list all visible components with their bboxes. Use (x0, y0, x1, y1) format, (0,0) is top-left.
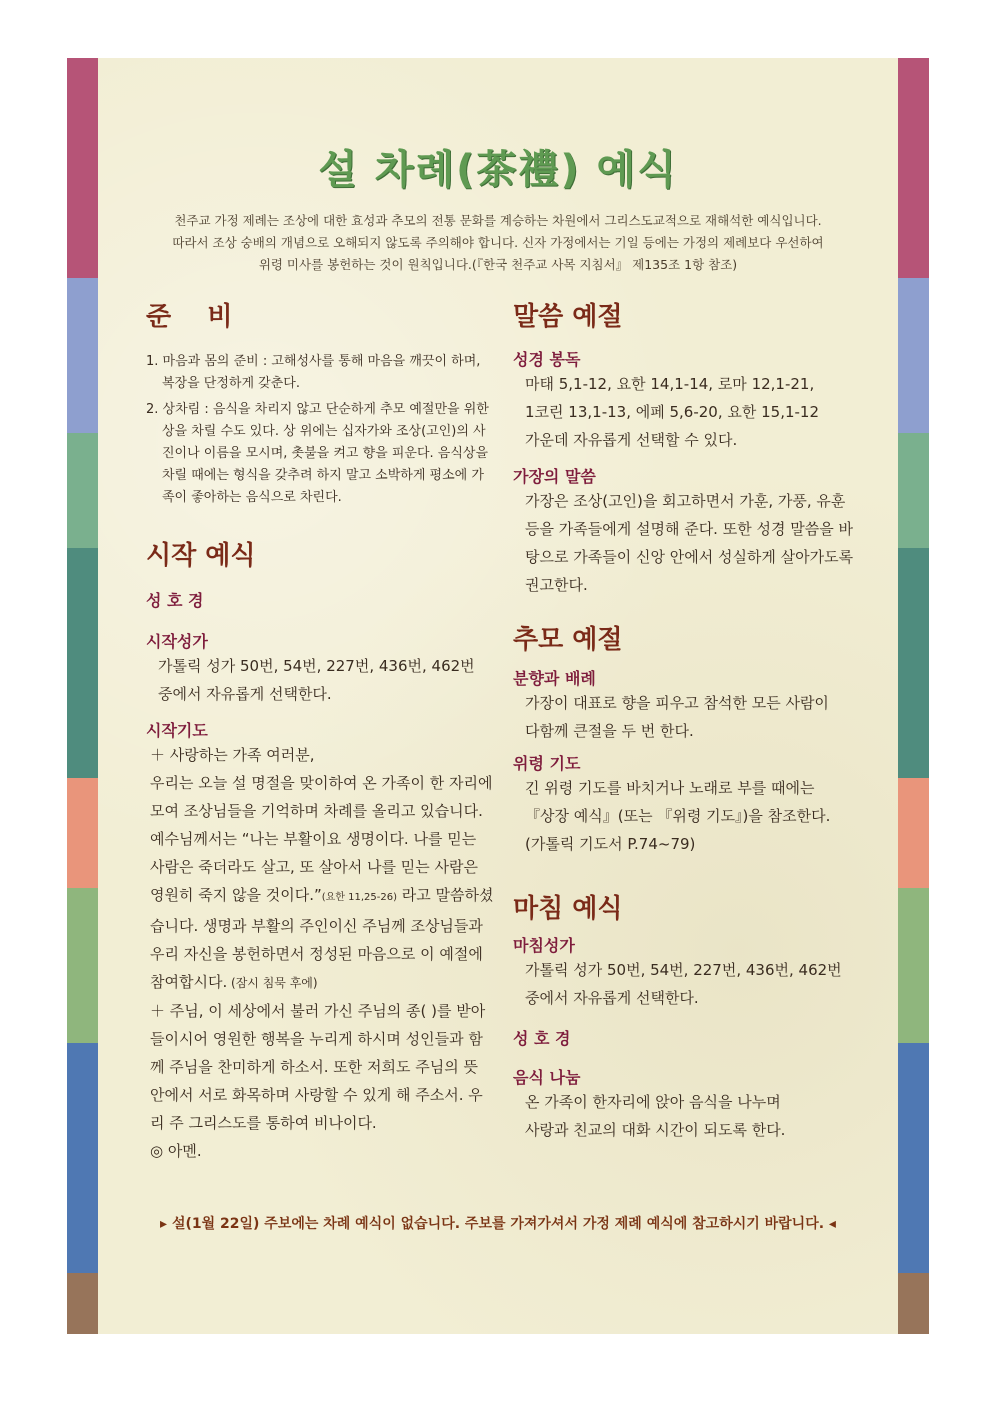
bottom-notice: ▸ 설(1월 22일) 주보에는 차례 예식이 없습니다. 주보를 가져가셔서 가정 제례 예식에 참고하시기 바랍니다. ◂ (160, 1216, 836, 1232)
paper-background (98, 58, 898, 1334)
food-sharing-text: 온 가족이 한자리에 앉아 음식을 나누며 사랑과 친교의 대화 시간이 되도록 한다. (525, 1093, 786, 1139)
reading-text: 마태 5,1-12, 요한 14,1-14, 로마 12,1-21, 1코린 13,1-13, 에페 5,6-20, 요한 15,1-12 가운데 자유롭게 선택할 수 있다. (525, 375, 820, 449)
head-message-text: 가장은 조상(고인)을 회고하면서 가훈, 가풍, 유훈 등을 가족들에게 설명해 준다. 또한 성경 말씀을 바탕으로 가족들이 신앙 안에서 성실하게 살아가도록 권고한다. (525, 492, 854, 594)
prep-list (146, 351, 494, 509)
food-sharing-title: 음식 나눔 (513, 1068, 581, 1087)
section-heading-closing: 마침 예식 (513, 894, 623, 924)
incense-text: 가장이 대표로 향을 피우고 참석한 모든 사람이 다함께 큰절을 두 번 한다. (525, 694, 829, 740)
intro-text: 천주교 가정 제례는 조상에 대한 효성과 추모의 전통 문화를 계승하는 차원에서 그리스도교적으로 재해석한 예식입니다. 따라서 조상 숭배의 개념으로 오해되지 않도록 주의해야 합니다. 신자 가정에서는 기일 등에는 가정의 제례보다 우선하여 위령 미사를 봉헌하는 것이 원칙입니다.(『한국 천주교 사목 지침서』 제135조 1항 참조) (172, 213, 824, 272)
left-column (146, 296, 494, 1165)
opening-hymn-title: 시작성가 (146, 632, 208, 651)
sign-of-cross-label: 성 호 경 (146, 591, 204, 610)
bulletin-page (67, 58, 929, 1334)
incense-title: 분향과 배례 (513, 669, 596, 688)
section-heading-word: 말씀 예절 (513, 302, 623, 332)
amen-response: ◎ 아멘. (150, 1142, 202, 1160)
memorial-prayer-title: 위령 기도 (513, 754, 581, 773)
section-heading-opening: 시작 예식 (146, 541, 256, 571)
right-color-band (898, 58, 929, 1334)
page-title: 설 차례(茶禮) 예식 (318, 147, 678, 193)
closing-hymn-title: 마침성가 (513, 936, 575, 955)
list-item: 1. 마음과 몸의 준비 : 고해성사를 통해 마음을 깨끗이 하며, 복장을 단정하게 갖춘다. (146, 354, 481, 391)
closing-hymn-text: 가톨릭 성가 50번, 54번, 227번, 436번, 462번 중에서 자유롭게 선택한다. (525, 961, 842, 1007)
opening-prayer-text: ＋ 사랑하는 가족 여러분, 우리는 오늘 설 명절을 맞이하여 온 가족이 한 자리에 모여 조상님들을 기억하며 차례를 올리고 있습니다. 예수님께서는 “나는 부활이요 생명이다. 나를 믿는 사람은 죽더라도 살고, 또 살아서 나를 믿는 사람은 영원히 죽지 않을 것이다.”(요한 11,25-26) 라고 말씀하셨습니다. 생명과 부활의 주인이신 주님께 조상님들과 우리 자신을 봉헌하면서 정성된 마음으로 이 예절에 참여합시다. (잠시 침묵 후에) ＋ 주님, 이 세상에서 불러 가신 주님의 종( )를 받아들이시어 영원한 행복을 누리게 하시며 성인들과 함께 주님을 찬미하게 하소서. 또한 저희도 주님의 뜻 안에서 서로 화목하며 사랑할 수 있게 해 주소서. 우리 주 그리스도를 통하여 비나이다. ◎ 아멘. (146, 741, 494, 1165)
closing-sign-label: 성 호 경 (513, 1029, 571, 1048)
left-color-band (67, 58, 98, 1334)
right-column (513, 296, 858, 1144)
section-heading-prep: 준 비 (146, 302, 233, 332)
opening-hymn-text: 가톨릭 성가 50번, 54번, 227번, 436번, 462번 중에서 자유롭게 선택한다. (158, 657, 475, 703)
section-heading-memorial: 추모 예절 (513, 625, 623, 655)
head-message-title: 가장의 말씀 (513, 467, 596, 486)
opening-prayer-title: 시작기도 (146, 721, 208, 740)
reading-title: 성경 봉독 (513, 350, 581, 369)
memorial-prayer-text: 긴 위령 기도를 바치거나 노래로 부를 때에는 『상장 예식』(또는 『위령 기도』)을 참조한다. (가톨릭 기도서 P.74~79) (525, 779, 831, 853)
list-item: 2. 상차림 : 음식을 차리지 않고 단순하게 추모 예절만을 위한 상을 차릴 수도 있다. 상 위에는 십자가와 조상(고인)의 사진이나 이름을 모시며, 촛불을 켜고 향을 피운다. 음식상을 차릴 때에는 형식을 갖추려 하지 말고 소박하게 평소에 가족이 좋아하는 음식으로 차린다. (146, 402, 489, 505)
